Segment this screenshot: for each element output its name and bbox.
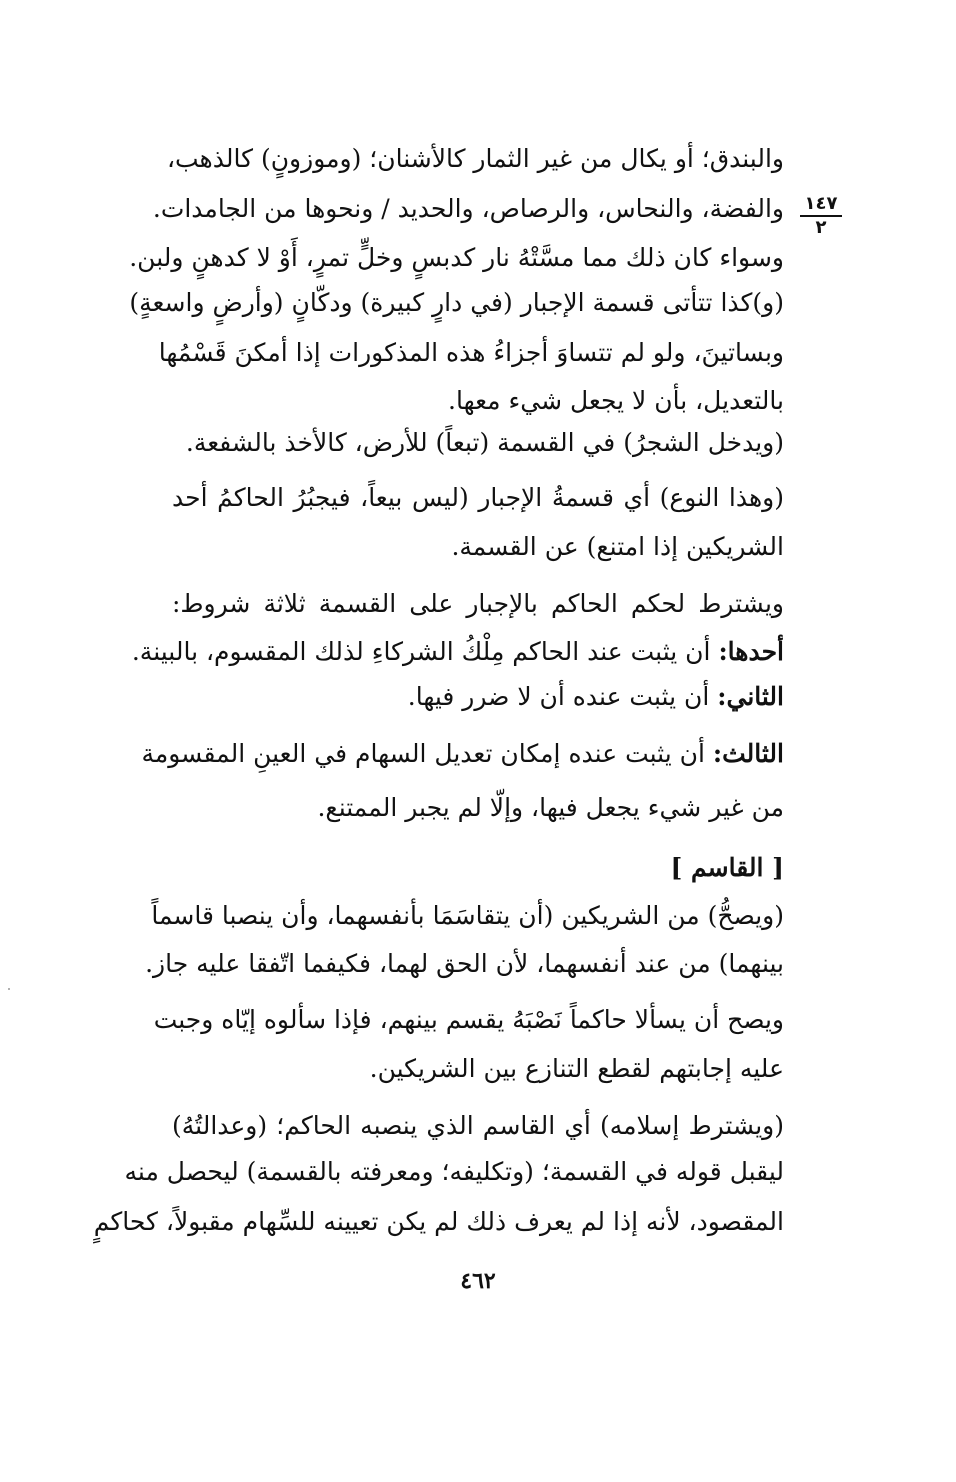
text-line-21: المقصود، لأنه إذا لم يعرف ذلك لم يكن تعيينه للسِّهام مقبولاً، كحاكمٍ [93, 1207, 784, 1236]
scan-speck [8, 988, 10, 990]
text-line-19: (ويشترط إسلامه) أي القاسم الذي ينصبه الحاكم؛ (وعدالتُهُ) [172, 1111, 784, 1140]
page-break-numerator: ١٤٧ [800, 194, 842, 217]
section-heading: [ القاسم ] [670, 853, 784, 882]
condition-first-text: أن يثبت عند الحاكم مِلْكُ الشركاءِ لذلك المقسوم، بالبينة. [131, 637, 711, 666]
condition-second [172, 677, 784, 717]
text-line-1: والبندق؛ أو يكال من غير الثمار كالأشنان؛ (وموزونٍ) كالذهب، [166, 144, 784, 173]
condition-first-label: أحدها: [718, 637, 784, 666]
text-line-2: والفضة، والنحاس، والرصاص، والحديد / ونحوها من الجامدات. [152, 194, 784, 223]
condition-second-label: الثاني: [717, 682, 784, 711]
text-line-16: بينهما) من عند أنفسهما، لأن الحق لهما، فكيفما اتّفقا عليه جاز. [145, 949, 784, 978]
text-line-8: (وهذا النوع) أي قسمةُ الإجبار (ليس بيعاً، فيجبُرُ الحاكمُ أحد [172, 483, 784, 512]
text-line-15: (ويصحُّ) من الشريكين (أن يتقاسَمَا بأنفسهما، وأن ينصبا قاسماً [151, 901, 784, 930]
text-line-10: ويشترط لحكم الحاكم بالإجبار على القسمة ثلاثة شروط: [172, 589, 784, 618]
text-line-14: من غير شيء يجعل فيها، وإلّا لم يجبر الممتنع. [317, 793, 784, 822]
page-break-marker [800, 194, 842, 238]
condition-second-text: أن يثبت عنده أن لا ضرر فيها. [407, 682, 710, 711]
condition-third-text: أن يثبت عنده إمكان تعديل السهام في العينِ المقسومة [141, 739, 705, 768]
page-break-denominator: ٢ [815, 217, 827, 238]
text-line-4: (و)كذا تتأتى قسمة الإجبار (في دارٍ كبيرة) ودكّانٍ (وأرضٍ واسعةٍ) [129, 288, 784, 317]
condition-third [141, 734, 784, 774]
text-line-7: (ويدخل الشجرُ) في القسمة (تبعاً) للأرض، كالأخذ بالشفعة. [185, 428, 784, 457]
condition-first [131, 632, 784, 672]
text-line-9: الشريكين إذا امتنع) عن القسمة. [451, 532, 784, 561]
text-line-18: عليه إجابتهم لقطع التنازع بين الشريكين. [369, 1054, 784, 1083]
page-number: ٤٦٢ [460, 1268, 496, 1294]
text-line-6: بالتعديل، بأن لا يجعل شيء معها. [448, 386, 784, 415]
text-line-3: وسواء كان ذلك مما مسَّتْهُ نار كدبسٍ وخلٍّ تمرٍ، أَوْ لا كدهنٍ ولبن. [129, 243, 784, 272]
text-line-17: ويصح أن يسألا حاكماً نَصْبَهُ يقسم بينهم، فإذا سألوه إيّاه وجبت [153, 1005, 784, 1034]
text-line-20: ليقبل قوله في القسمة؛ (وتكليفه؛ ومعرفته بالقسمة) ليحصل منه [124, 1157, 784, 1186]
text-line-5: وبساتينَ، ولو لم تتساوَ أجزاءُ هذه المذكورات إذا أمكنَ قَسْمُها [158, 338, 784, 367]
condition-third-label: الثالث: [712, 739, 784, 768]
